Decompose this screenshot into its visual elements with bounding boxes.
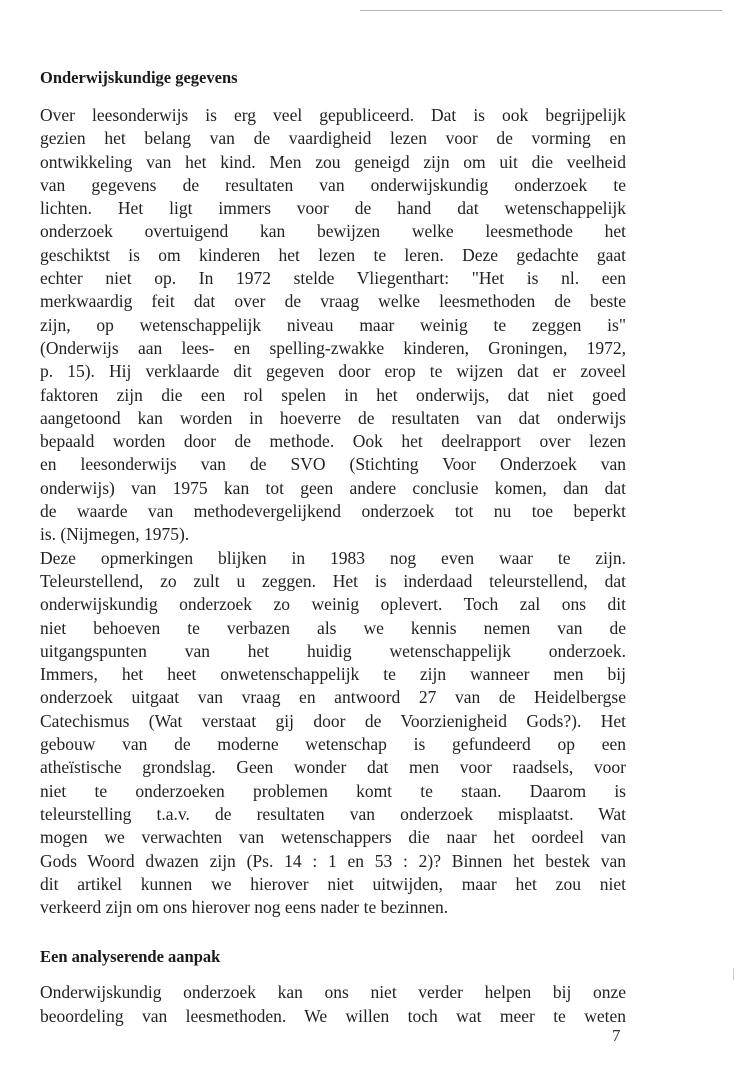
section-heading: Een analyserende aanpak <box>40 947 221 967</box>
text-line: teleurstelling t.a.v. de resultaten van onderzoek misplaatst. Wat <box>40 803 626 824</box>
text-line: niet te onderzoeken problemen komt te staan. Daarom is <box>40 780 626 801</box>
text-line: beoordeling van leesmethoden. We willen toch wat meer te weten <box>40 1005 626 1026</box>
section-heading: Onderwijskundige gegevens <box>40 68 238 87</box>
text-line: uitgangspunten van het huidig wetenschappelijk onderzoek. <box>40 640 626 661</box>
text-line: Teleurstellend, zo zult u zeggen. Het is inderdaad teleurstellend, dat <box>40 570 626 591</box>
text-line: Over leesonderwijs is erg veel gepubliceerd. Dat is ook begrijpelijk <box>40 105 626 125</box>
text-line: Gods Woord dwazen zijn (Ps. 14 : 1 en 53 : 2)? Binnen het bestek van <box>40 850 626 871</box>
text-line: mogen we verwachten van wetenschappers die naar het oordeel van <box>40 827 626 848</box>
text-line: faktoren zijn die een rol spelen in het onderwijs, dat niet goed <box>40 384 626 405</box>
page-content <box>40 66 626 1028</box>
text-line: bepaald worden door de methode. Ook het deelrapport over lezen <box>40 431 626 452</box>
page-number: 7 <box>612 1026 621 1045</box>
text-line: de waarde van methodevergelijkend onderzoek tot nu toe beperkt <box>40 501 626 522</box>
text-line: van gegevens de resultaten van onderwijskundig onderzoek te <box>40 174 626 195</box>
text-line: Immers, het heet onwetenschappelijk te zijn wanneer men bij <box>40 664 626 685</box>
text-line: en leesonderwijs van de SVO (Stichting Voor Onderzoek van <box>40 454 626 475</box>
text-line: Catechismus (Wat verstaat gij door de Voorzienigheid Gods?). Het <box>40 710 626 731</box>
text-line: dit artikel kunnen we hierover niet uitwijden, maar het zou niet <box>40 873 626 894</box>
text-line: Onderwijskundig onderzoek kan ons niet verder helpen bij onze <box>40 982 626 1003</box>
text-line: gebouw van de moderne wetenschap is gefundeerd op een <box>40 734 626 755</box>
text-line: geschiktst is om kinderen het lezen te leren. Deze gedachte gaat <box>40 244 626 265</box>
edge-mark <box>733 968 734 980</box>
section-body <box>40 981 626 1028</box>
text-line: onderzoek overtuigend kan bewijzen welke leesmethode het <box>40 221 626 242</box>
text-line: is. (Nijmegen, 1975). <box>40 524 190 545</box>
text-line: atheïstische grondslag. Geen wonder dat men voor raadsels, voor <box>40 757 626 778</box>
text-line: echter niet op. In 1972 stelde Vliegenthart: "Het is nl. een <box>40 268 626 289</box>
text-line: lichten. Het ligt immers voor de hand dat wetenschappelijk <box>40 198 626 219</box>
text-line: onderwijskundig onderzoek zo weinig oplevert. Toch zal ons dit <box>40 594 626 615</box>
text-line: merkwaardig feit dat over de vraag welke leesmethoden de beste <box>40 291 626 312</box>
section-body <box>40 104 626 919</box>
text-line: niet behoeven te verbazen als we kennis nemen van de <box>40 617 626 638</box>
text-line: Deze opmerkingen blijken in 1983 nog even waar te zijn. <box>40 547 626 568</box>
text-line: onderwijs) van 1975 kan tot geen andere conclusie komen, dan dat <box>40 477 626 498</box>
text-line: zijn, op wetenschappelijk niveau maar weinig te zeggen is" <box>40 314 626 335</box>
text-line: onderzoek uitgaat van vraag en antwoord 27 van de Heidelbergse <box>40 687 626 708</box>
top-rule <box>360 10 722 11</box>
text-line: p. 15). Hij verklaarde dit gegeven door erop te wijzen dat er zoveel <box>40 361 626 382</box>
text-line: (Onderwijs aan lees- en spelling-zwakke kinderen, Groningen, 1972, <box>40 337 626 358</box>
text-line: gezien het belang van de vaardigheid lezen voor de vorming en <box>40 128 626 149</box>
text-line: ontwikkeling van het kind. Men zou geneigd zijn om uit die veelheid <box>40 151 626 172</box>
text-line: verkeerd zijn om ons hierover nog eens nader te bezinnen. <box>40 897 449 918</box>
text-line: aangetoond kan worden in hoeverre de resultaten van dat onderwijs <box>40 407 626 428</box>
